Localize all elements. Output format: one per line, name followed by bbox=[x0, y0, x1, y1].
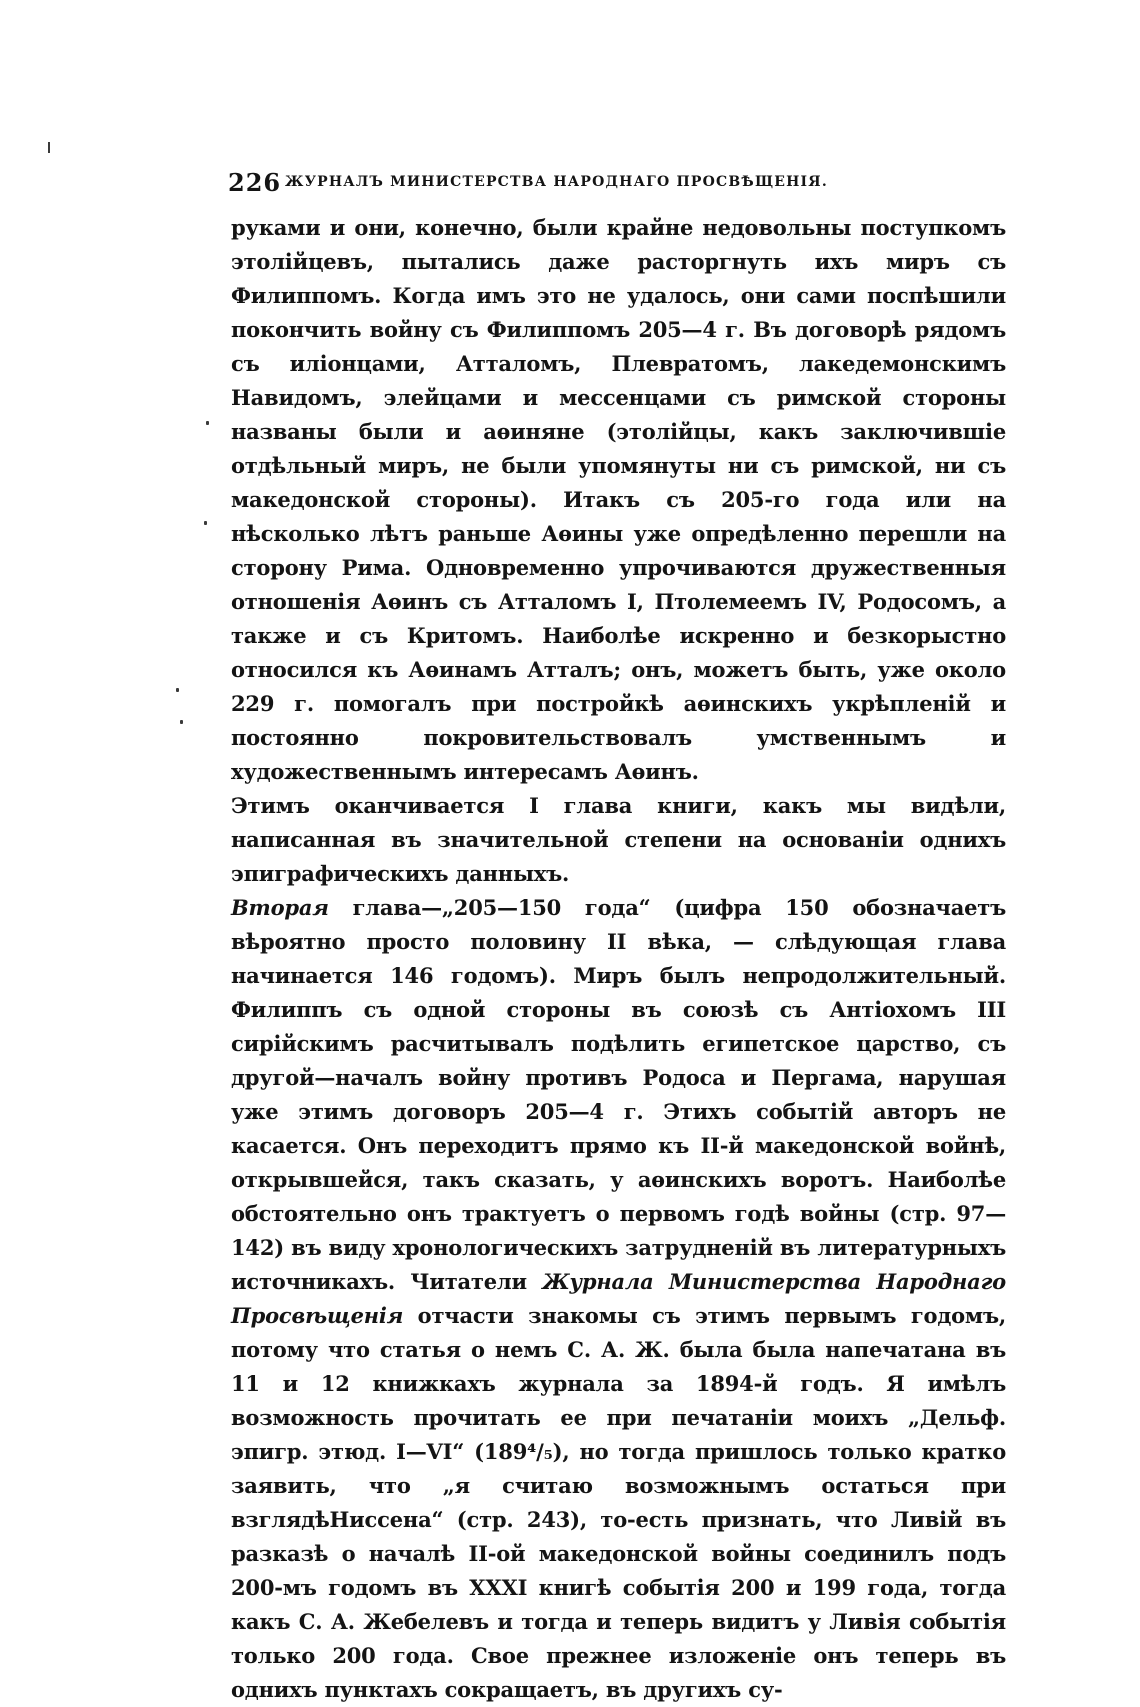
paragraph-3-text-a: глава—„205—150 года“ (цифра 150 обозначаетъ вѣроятно просто половину II вѣка, — слѣдующая глава начинается 146 годомъ). Миръ былъ непродолжительный. Филиппъ съ одной стороны въ союзѣ съ Антіохомъ III сирійскимъ расчитывалъ подѣлить египетское царство, съ другой—началъ войну противъ Родоса и Пергама, нарушая уже этимъ договоръ 205—4 г. Этихъ событій авторъ не касается. Онъ переходитъ прямо къ II-й македонской войнѣ, открывшейся, такъ сказать, у аѳинскихъ воротъ. Наиболѣе обстоятельно онъ трактуетъ о первомъ годѣ войны (стр. 97—142) въ виду хронологическихъ затрудненій въ литературныхъ источникахъ. Читатели bbox=[231, 895, 1006, 1294]
margin-speck bbox=[180, 720, 183, 724]
running-title: ЖУРНАЛЪ МИНИСТЕРСТВА НАРОДНАГО ПРОСВѢЩЕНІЯ. bbox=[285, 174, 828, 190]
running-header bbox=[228, 168, 828, 198]
paragraph-2: Этимъ оканчивается I глава книги, какъ мы видѣли, написанная въ значительной степени на основаніи однихъ эпиграфическихъ данныхъ. bbox=[231, 793, 1006, 886]
margin-speck bbox=[204, 521, 207, 525]
margin-speck bbox=[206, 421, 209, 425]
paragraph-3-text-b: отчасти знакомы съ этимъ первымъ годомъ, потому что статья о немъ С. А. Ж. была была напечатана въ 11 и 12 книжкахъ журнала за 1894-й годъ. Я имѣлъ возможность прочитать ее при печатаніи моихъ „Дельф. эпигр. этюд. I—VI“ (189⁴/₅), но тогда пришлось только кратко заявить, что „я считаю возможнымъ остаться при взглядѣНиссена“ (стр. 243), то-есть признать, что Ливій въ разказѣ о началѣ II-ой македонской войны соединилъ подъ 200-мъ годомъ въ XXXI книгѣ событія 200 и 199 года, тогда какъ С. А. Жебелевъ и тогда и теперь видитъ у Ливія событія только 200 года. Свое прежнее изложеніе онъ теперь въ однихъ пунктахъ сокращаетъ, въ другихъ су- bbox=[231, 1303, 1006, 1702]
margin-tick-mark bbox=[48, 142, 50, 153]
paragraph-1: руками и они, конечно, были крайне недовольны поступкомъ этолійцевъ, пытались даже расторгнуть ихъ миръ съ Филиппомъ. Когда имъ это не удалось, они сами поспѣшили покончить войну съ Филиппомъ 205—4 г. Въ договорѣ рядомъ съ иліонцами, Атталомъ, Плевратомъ, лакедемонскимъ Навидомъ, элейцами и мессенцами съ римской стороны названы были и аѳиняне (этолійцы, какъ заключившіе отдѣльный миръ, не были упомянуты ни съ римской, ни съ македонской стороны). Итакъ съ 205-го года или на нѣсколько лѣтъ раньше Аѳины уже опредѣленно перешли на сторону Рима. Одновременно упрочиваются дружественныя отношенія Аѳинъ съ Атталомъ I, Птолемеемъ IV, Родосомъ, а также и съ Критомъ. Наиболѣе искренно и безкорыстно относился къ Аѳинамъ Атталъ; онъ, можетъ быть, уже около 229 г. помогалъ при постройкѣ аѳинскихъ укрѣпленій и постоянно покровительствовалъ умственнымъ и художественнымъ интересамъ Аѳинъ. bbox=[231, 215, 1006, 784]
paragraph-3 bbox=[231, 891, 1006, 1707]
margin-speck bbox=[176, 688, 179, 692]
body-text bbox=[231, 211, 1006, 1707]
paragraph-3-italic-lead: Вторая bbox=[231, 895, 329, 920]
journal-title-italic: Журнала Министерства Народнаго Просвѣщенія bbox=[231, 1269, 1006, 1328]
page-number: 226 bbox=[228, 168, 282, 197]
